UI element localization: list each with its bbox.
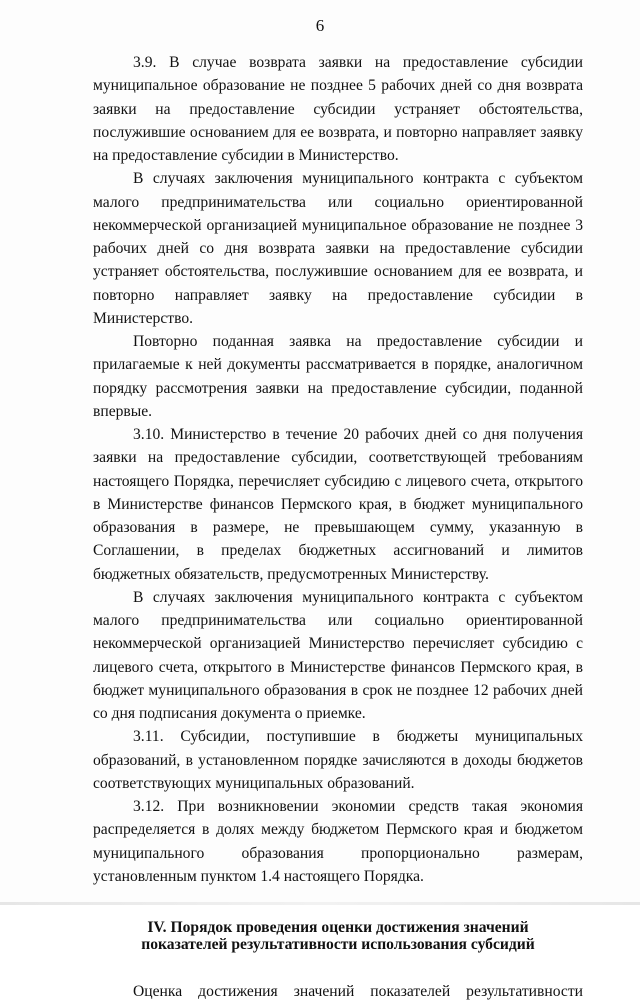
section-heading xyxy=(93,919,583,953)
paragraph-3-9-resubmission: Повторно поданная заявка на предоставление субсидии и прилагаемые к ней документы рассматривается в порядке, аналогичном порядку рассмотрения заявки на предоставление субсидии, поданной впервые. xyxy=(93,333,583,420)
paragraph-3-10-contract: В случаях заключения муниципального контракта с субъектом малого предпринимательства или социально ориентированной некоммерческой организацией Министерство перечисляет субсидию с лицевого счета, открытого в Министерстве финансов Пермского края, в бюджет муниципального образования в срок не позднее 12 рабочих дней со дня подписания документа о приемке. xyxy=(93,588,583,722)
document-body xyxy=(93,51,583,1003)
paragraph-3-11: 3.11. Субсидии, поступившие в бюджеты муниципальных образований, в установленном порядке зачисляются в доходы бюджетов соответствующих муниципальных образований. xyxy=(93,728,583,792)
paragraph-3-9: 3.9. В случае возврата заявки на предоставление субсидии муниципальное образование не позднее 5 рабочих дней со дня возврата заявки на предоставление субсидии устраняет обстоятельства, послужившие основанием для ее возврата, и повторно направляет заявку на предоставление субсидии в Министерство. xyxy=(93,54,583,164)
paragraph-section-4-start: Оценка достижения значений показателей результативности xyxy=(133,983,583,1000)
paragraph-3-10: 3.10. Министерство в течение 20 рабочих дней со дня получения заявки на предоставление субсидии, соответствующей требованиям настоящего Порядка, перечисляет субсидию с лицевого счета, открытого в Министерстве финансов Пермского края, в бюджет муниципального образования в размере, не превышающем сумму, указанную в Соглашении, в пределах бюджетных ассигнований и лимитов бюджетных обязательств, предусмотренных Министерству. xyxy=(93,426,583,583)
page-number: 6 xyxy=(315,16,325,35)
section-heading-line-1: IV. Порядок проведения оценки достижения значений xyxy=(147,919,529,936)
paragraph-3-9-contract: В случаях заключения муниципального контракта с субъектом малого предпринимательства или социально ориентированной некоммерческой организацией муниципальное образование не позднее 3 рабочих дней со дня возврата заявки на предоставление субсидии устраняет обстоятельства, послужившие основанием для ее возврата, и повторно направляет заявку на предоставление субсидии в Министерство. xyxy=(93,170,583,327)
paragraph-3-12: 3.12. При возникновении экономии средств такая экономия распределяется в долях между бюджетом Пермского края и бюджетом муниципального образования пропорционально размерам, установленным пунктом 1.4 настоящего Порядка. xyxy=(93,798,583,885)
section-heading-line-2: показателей результативности использования субсидий xyxy=(141,936,535,953)
